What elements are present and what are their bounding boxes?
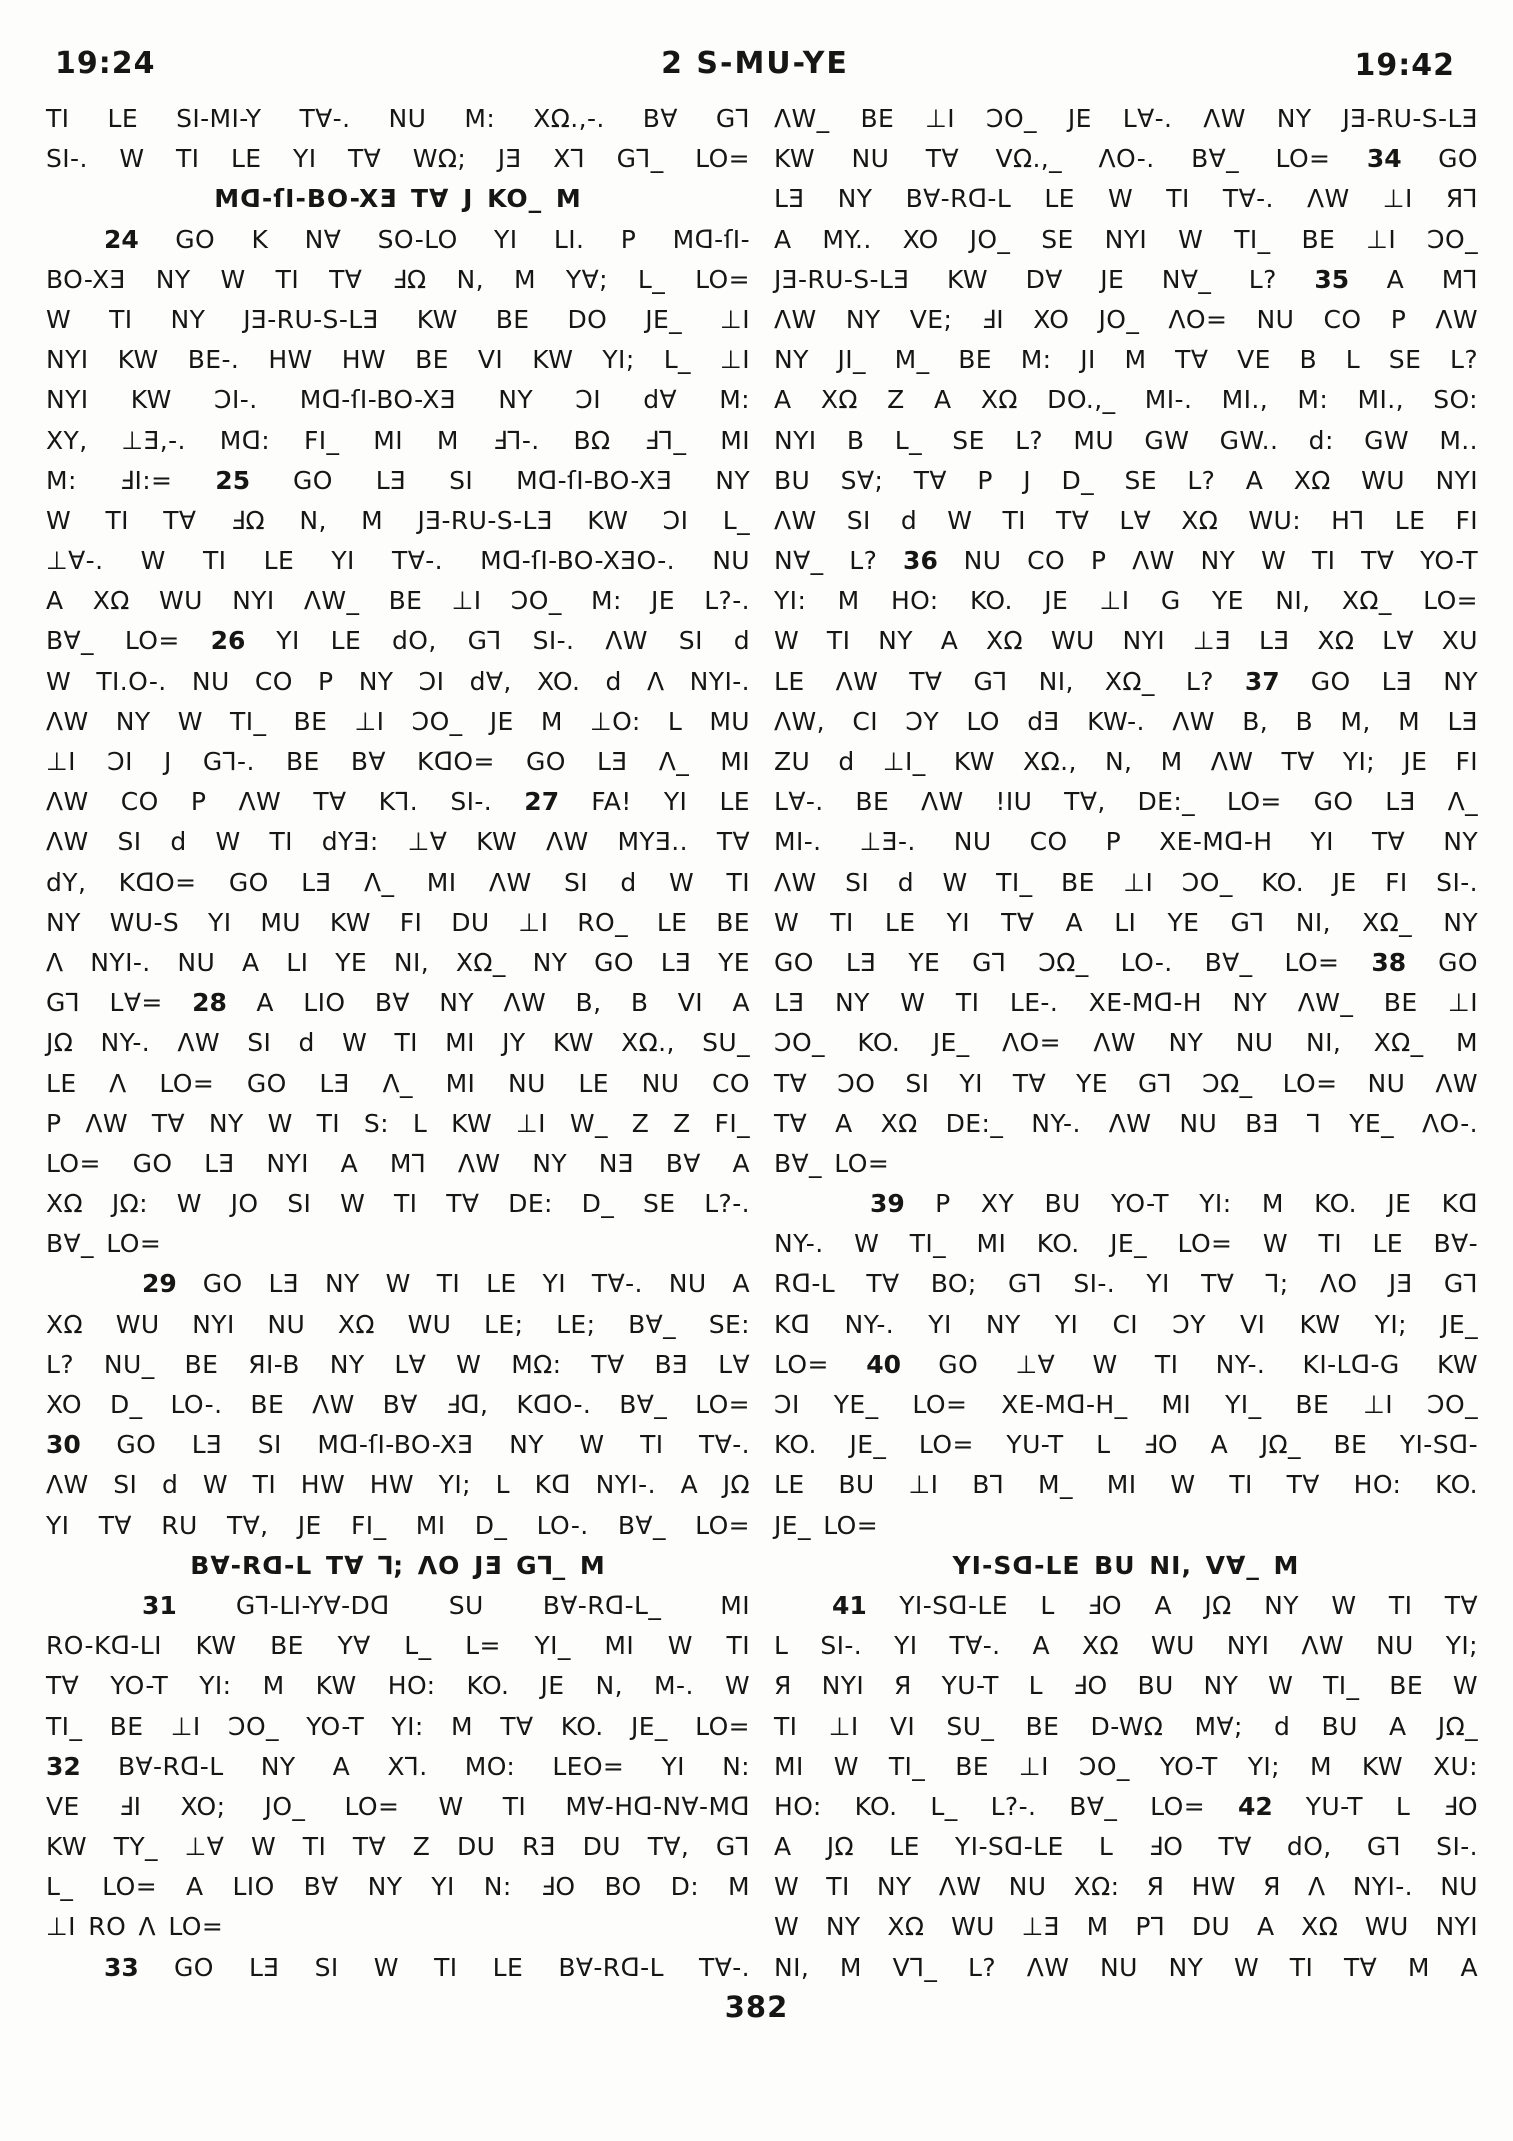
text-line: XO D_ LO-. BE ΛW B∀ Ⅎᗡ, KᗡO-. B∀_ LO=: [46, 1390, 750, 1419]
text-line: 30 GO LƎ SI Mᗡ-ſI-BO-XƎ NY W TI T∀-.: [46, 1430, 750, 1460]
text-line: YI: M HO: KO. JE ⊥I G YE NI, XΩ_ LO=: [774, 586, 1478, 616]
text-line: NYI KW BE-. HW HW BE VI KW YI; L_ ⊥I: [46, 345, 750, 375]
text-line: ZU d ⊥I_ KW XΩ., N, M ΛW T∀ YI; JE FI: [774, 747, 1478, 776]
text-line: Kᗡ NY-. YI NY YI CI ƆY VI KW YI; JE_: [774, 1309, 1478, 1339]
text-line: T∀ A XΩ DE:_ NY-. ΛW NU BƎ ⅂ YE_ ΛO-.: [774, 1108, 1478, 1138]
section-heading: Mᗡ-ſI-BO-XƎ T∀ J KO_ M: [214, 184, 582, 214]
text-line: XY, ⊥Ǝ,-. Mᗡ: FI_ MI M Ⅎ⅂-. BΩ Ⅎ⅂_ MI: [46, 425, 750, 455]
text-line: JƎ-RU-S-LƎ KW D∀ JE N∀_ L? 35 A M⅂: [774, 264, 1478, 294]
text-line: A JΩ LE YI-Sᗡ-LE L ℲO T∀ dO, G⅂ SI-.: [774, 1832, 1478, 1862]
text-line: B∀_ LO= 26 YI LE dO, G⅂ SI-. ΛW SI d: [46, 626, 750, 656]
column-right: [774, 99, 1478, 1988]
text-line: L SI-. YI T∀-. A XΩ WU NYI ΛW NU YI;: [774, 1631, 1478, 1661]
text-line: ΛW SI d W TI HW HW YI; L Kᗡ NYI-. A JΩ: [46, 1470, 750, 1500]
text-line: dY, KᗡO= GO LƎ Λ_ MI ΛW SI d W TI: [46, 867, 750, 897]
text-line: ƆI YE_ LO= XE-Mᗡ-H_ MI YI_ BE ⊥I ƆO_: [774, 1390, 1478, 1419]
text-line: LE ΛW T∀ G⅂ NI, XΩ_ L? 37 GO LƎ NY: [774, 666, 1478, 696]
text-line: Λ NYI-. NU A LI YE NI, XΩ_ NY GO LƎ YE: [46, 947, 750, 977]
page-header: [55, 46, 1455, 90]
text-line: JΩ NY-. ΛW SI d W TI MI JY KW XΩ., SU_: [46, 1028, 750, 1058]
text-line: XΩ JΩ: W JO SI W TI T∀ DE: D_ SE L?-.: [46, 1189, 750, 1219]
text-line: HO: KO. L_ L?-. B∀_ LO= 42 YU-T L ℲO: [774, 1791, 1478, 1821]
text-line: ⊥∀-. W TI LE YI T∀-. Mᗡ-ſI-BO-XƎO-. NU: [46, 546, 750, 576]
text-line: ⊥I ƆI J G⅂-. BE B∀ KᗡO= GO LƎ Λ_ MI: [46, 747, 750, 776]
text-line: 41 YI-Sᗡ-LE L ℲO A JΩ NY W TI T∀: [832, 1590, 1478, 1620]
text-line: B∀_ LO=: [774, 1148, 890, 1178]
text-columns: [46, 99, 1478, 1988]
text-line: W NY XΩ WU ⊥Ǝ M P⅂ DU A XΩ WU NYI: [774, 1912, 1478, 1942]
text-line: ⊥I RO Λ LO=: [46, 1912, 224, 1942]
text-line: KW TY_ ⊥∀ W TI T∀ Z DU RƎ DU T∀, G⅂: [46, 1832, 750, 1862]
text-line: 32 B∀-Rᗡ-L NY A X⅂. MO: LEO= YI N:: [46, 1751, 750, 1781]
text-line: ΛW SI d W TI dYƎ: ⊥∀ KW ΛW MYƎ.. T∀: [46, 827, 750, 857]
text-line: G⅂ L∀= 28 A LIO B∀ NY ΛW B, B VI A: [46, 988, 750, 1018]
text-line: T∀ ƆO SI YI T∀ YE G⅂ ƆΩ_ LO= NU ΛW: [774, 1068, 1478, 1098]
section-heading: YI-Sᗡ-LE BU NI, V∀_ M: [952, 1550, 1300, 1580]
text-line: 33 GO LƎ SI W TI LE B∀-Rᗡ-L T∀-.: [104, 1952, 750, 1982]
text-line: GO LƎ YE G⅂ ƆΩ_ LO-. B∀_ LO= 38 GO: [774, 947, 1479, 977]
text-line: T∀ YO-T YI: M KW HO: KO. JE N, M-. W: [46, 1671, 750, 1701]
text-line: TI LE SI-MI-Y T∀-. NU M: XΩ.,-. B∀ G⅂: [46, 104, 750, 133]
column-left: [46, 99, 750, 1988]
text-line: NY JI_ M_ BE M: JI M T∀ VE B L SE L?: [774, 345, 1478, 375]
text-line: NY-. W TI_ MI KO. JE_ LO= W TI LE B∀-: [774, 1229, 1478, 1259]
text-line: P ΛW T∀ NY W TI S: L KW ⊥I W_ Z Z FI_: [46, 1108, 750, 1138]
section-heading: B∀-Rᗡ-L T∀ ⅂; ΛO JƎ G⅂_ M: [190, 1550, 606, 1580]
text-line: ΛW NY W TI_ BE ⊥I ƆO_ JE M ⊥O: L MU: [46, 706, 750, 736]
text-line: 29 GO LƎ NY W TI LE YI T∀-. NU A: [142, 1269, 750, 1299]
text-line: W TI T∀ ℲΩ N, M JƎ-RU-S-LƎ KW ƆI L_: [46, 505, 750, 535]
text-line: JE_ LO=: [774, 1510, 879, 1540]
text-line: L_ LO= A LIO B∀ NY YI N: ℲO BO D: M: [46, 1872, 750, 1902]
text-line: M: ℲI:= 25 GO LƎ SI Mᗡ-ſI-BO-XƎ NY: [46, 465, 750, 495]
book-title: 2 S-MU-YE: [661, 46, 849, 81]
text-line: W TI LE YI T∀ A LI YE G⅂ NI, XΩ_ NY: [774, 907, 1478, 937]
text-line: ΛW NY VE; ℲI XO JO_ ΛO= NU CO P ΛW: [774, 304, 1478, 334]
text-line: L? NU_ BE ЯI-B NY L∀ W MΩ: T∀ BƎ L∀: [46, 1349, 750, 1379]
text-line: ΛW, CI ƆY LO dƎ KW-. ΛW B, B M, M LƎ: [774, 706, 1478, 736]
text-line: B∀_ LO=: [46, 1229, 162, 1259]
text-line: LO= 40 GO ⊥∀ W TI NY-. KI-Lᗡ-G KW: [774, 1349, 1478, 1379]
text-line: NYI B L_ SE L? MU GW GW.. d: GW M..: [774, 425, 1478, 455]
text-line: YI T∀ RU T∀, JE FI_ MI D_ LO-. B∀_ LO=: [46, 1510, 750, 1540]
text-line: W TI NY ΛW NU XΩ: Я HW Я Λ NYI-. NU: [774, 1872, 1478, 1902]
text-line: MI W TI_ BE ⊥I ƆO_ YO-T YI; M KW XU:: [774, 1751, 1478, 1781]
text-line: W TI.O-. NU CO P NY ƆI d∀, XO. d Λ NYI-.: [46, 666, 750, 696]
text-line: W TI NY JƎ-RU-S-LƎ KW BE DO JE_ ⊥I: [46, 304, 750, 334]
text-line: 39 P XY BU YO-T YI: M KO. JE Kᗡ: [870, 1189, 1478, 1219]
text-line: KW NU T∀ VΩ.,_ ΛO-. B∀_ LO= 34 GO: [774, 144, 1478, 174]
text-line: NI, M V⅂_ L? ΛW NU NY W TI T∀ M A: [774, 1952, 1478, 1982]
text-line: BO-XƎ NY W TI T∀ ℲΩ N, M Y∀; L_ LO=: [46, 264, 750, 294]
text-line: W TI NY A XΩ WU NYI ⊥Ǝ LƎ XΩ L∀ XU: [774, 626, 1478, 656]
text-line: Я NYI Я YU-T L ℲO BU NY W TI_ BE W: [774, 1671, 1478, 1701]
text-line: A XΩ WU NYI ΛW_ BE ⊥I ƆO_ M: JE L?-.: [46, 586, 750, 616]
text-line: RO-Kᗡ-LI KW BE Y∀ L_ L= YI_ MI W TI: [46, 1631, 750, 1661]
text-line: NY WU-S YI MU KW FI DU ⊥I RO_ LE BE: [46, 907, 750, 937]
text-line: LƎ NY B∀-Rᗡ-L LE W TI T∀-. ΛW ⊥I Я⅂: [774, 184, 1478, 214]
text-line: A MY.. XO JO_ SE NYI W TI_ BE ⊥I ƆO_: [774, 224, 1478, 254]
text-line: NYI KW ƆI-. Mᗡ-ſI-BO-XƎ NY ƆI d∀ M:: [46, 385, 750, 415]
text-line: SI-. W TI LE YI T∀ WΩ; JƎ X⅂ G⅂_ LO=: [46, 144, 750, 174]
text-line: A XΩ Z A XΩ DO.,_ MI-. MI., M: MI., SO:: [774, 385, 1478, 415]
text-line: TI ⊥I VI SU_ BE D-WΩ M∀; d BU A JΩ_: [774, 1711, 1478, 1741]
chapter-verse-ref-left: 19:24: [55, 46, 156, 81]
text-line: LƎ NY W TI LE-. XE-Mᗡ-H NY ΛW_ BE ⊥I: [774, 988, 1478, 1018]
chapter-verse-ref-right: 19:42: [1354, 48, 1455, 83]
text-line: KO. JE_ LO= YU-T L ℲO A JΩ_ BE YI-Sᗡ-: [774, 1430, 1478, 1460]
text-line: ΛW SI d W TI T∀ L∀ XΩ WU: H⅂ LE FI: [774, 505, 1478, 535]
text-line: LO= GO LƎ NYI A M⅂ ΛW NY NƎ B∀ A: [46, 1148, 750, 1178]
text-line: ΛW SI d W TI_ BE ⊥I ƆO_ KO. JE FI SI-.: [774, 867, 1478, 897]
text-line: LE Λ LO= GO LƎ Λ_ MI NU LE NU CO: [46, 1068, 750, 1098]
page-number: 382: [724, 1990, 789, 2024]
text-line: 24 GO K N∀ SO-LO YI LI. P Mᗡ-ſI-: [104, 224, 750, 254]
text-line: ΛW_ BE ⊥I ƆO_ JE L∀-. ΛW NY JƎ-RU-S-LƎ: [774, 104, 1478, 133]
text-line: XΩ WU NYI NU XΩ WU LE; LE; B∀_ SE:: [46, 1309, 750, 1339]
text-line: TI_ BE ⊥I ƆO_ YO-T YI: M T∀ KO. JE_ LO=: [46, 1711, 750, 1741]
text-line: BU S∀; T∀ P J D_ SE L? A XΩ WU NYI: [774, 465, 1478, 495]
text-line: ΛW CO P ΛW T∀ K⅂. SI-. 27 FA! YI LE: [46, 787, 750, 817]
text-line: N∀_ L? 36 NU CO P ΛW NY W TI T∀ YO-T: [774, 546, 1478, 576]
text-line: VE ℲI XO; JO_ LO= W TI M∀-Hᗡ-N∀-Mᗡ: [46, 1791, 750, 1821]
text-line: LE BU ⊥I B⅂ M_ MI W TI T∀ HO: KO.: [774, 1470, 1478, 1500]
text-line: MI-. ⊥Ǝ-. NU CO P XE-Mᗡ-H YI T∀ NY: [774, 827, 1478, 857]
text-line: Rᗡ-L T∀ BO; G⅂ SI-. YI T∀ ⅂; ΛO JƎ G⅂: [774, 1269, 1478, 1299]
text-line: 31 G⅂-LI-Y∀-Dᗡ SU B∀-Rᗡ-L_ MI: [142, 1590, 750, 1620]
text-line: ƆO_ KO. JE_ ΛO= ΛW NY NU NI, XΩ_ M: [774, 1028, 1478, 1058]
text-line: L∀-. BE ΛW !IU T∀, DE:_ LO= GO LƎ Λ_: [774, 787, 1478, 817]
